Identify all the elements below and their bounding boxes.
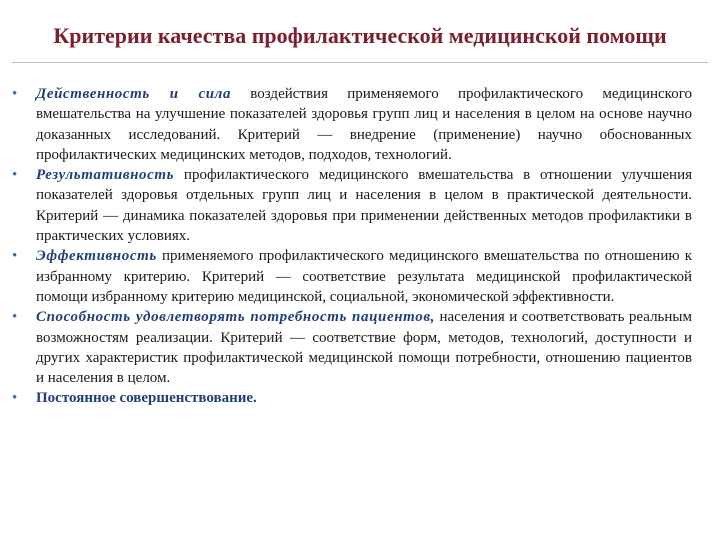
list-item [12, 388, 692, 408]
list-item [12, 307, 692, 388]
criterion-text: применяемого профилактического медицинского вмешательства по отношению к избранному критерию. Критерий — соответствие результата медицинской профилактической помощи избранному критерию медицинской, социальной, экономической эффективности. [36, 248, 692, 305]
criterion-term: Результативность [36, 167, 175, 184]
bullet-icon: • [12, 167, 18, 184]
criterion-term: Способность удовлетворять потребность пациентов, [36, 309, 435, 326]
criterion-text: воздействия применяемого профилактического медицинского вмешательства на улучшение показателей здоровья групп лиц и населения в целом на основе научно доказанных исследований. Критерий — внедрение (применение) научно обоснованных профилактических медицинских методов, подходов, технологий. [36, 86, 692, 163]
bullet-icon: • [12, 86, 18, 102]
bullet-icon: • [12, 390, 18, 407]
criterion-term: Постоянное совершенствование. [36, 390, 257, 407]
bullet-icon: • [12, 248, 18, 265]
list-item [12, 246, 692, 307]
criterion-text: профилактического медицинского вмешательства в отношении улучшения показателей здоровья отдельных групп лиц и населения в целом в практической деятельности. Критерий — динамика показателей здоровья при применении действенных методов профилактики в практических условиях. [36, 167, 692, 245]
criteria-list [12, 84, 692, 409]
criterion-term: Действенность и сила [36, 86, 232, 102]
list-item [12, 84, 692, 165]
slide-title: Критерии качества профилактической медицинской помощи [53, 23, 667, 48]
bullet-icon: • [12, 309, 18, 326]
title-divider [12, 62, 708, 63]
list-item [12, 165, 692, 246]
criterion-text: населения и соответствовать реальным возможностям реализации. Критерий — соответствие форм, методов, технологий, доступности и других характеристик профилактической медицинской помощи потребности, отношению пациентов и населения в целом. [36, 309, 692, 387]
criterion-term: Эффективность [36, 248, 157, 265]
